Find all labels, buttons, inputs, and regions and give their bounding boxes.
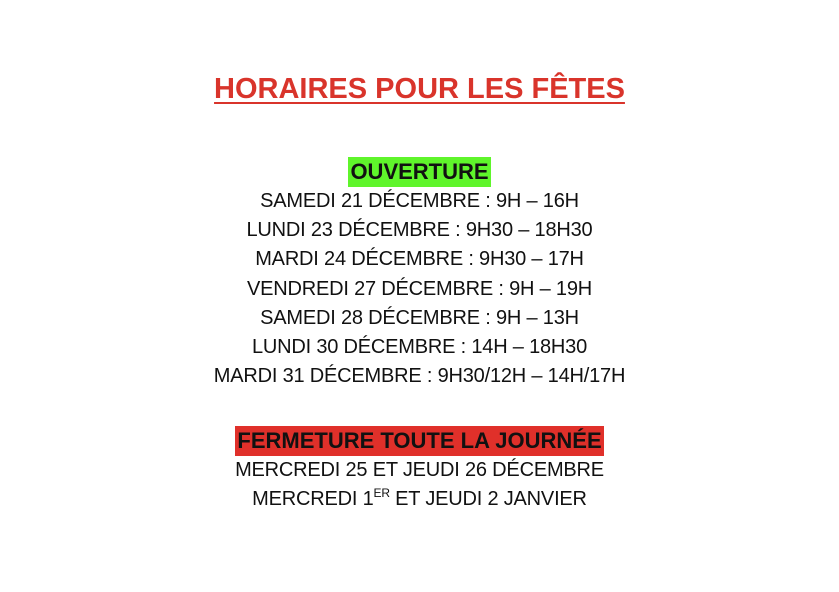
opening-hours-item: LUNDI 30 DÉCEMBRE : 14H – 18H30: [251, 336, 588, 359]
page-title-text: HORAIRES POUR LES FÊTES: [214, 73, 625, 105]
opening-hours-list: [0, 187, 839, 391]
closing-days-list: [0, 456, 839, 514]
opening-hours-item: SAMEDI 28 DÉCEMBRE : 9H – 13H: [260, 306, 579, 329]
closing-day-end: ET JEUDI 2 JANVIER: [389, 488, 587, 511]
ordinal-superscript: ER: [373, 486, 390, 501]
closing-section: [0, 426, 839, 514]
opening-hours-item: MARDI 24 DÉCEMBRE : 9H30 – 17H: [255, 248, 584, 271]
opening-section: [0, 157, 839, 391]
opening-heading: OUVERTURE: [348, 157, 490, 187]
closing-day-start: MERCREDI 1: [252, 488, 374, 511]
opening-hours-item: SAMEDI 21 DÉCEMBRE : 9H – 16H: [260, 190, 579, 212]
closing-day-item: [0, 485, 839, 514]
closing-day-item: MERCREDI 25 ET JEUDI 26 DÉCEMBRE: [235, 459, 604, 481]
opening-hours-item: LUNDI 23 DÉCEMBRE : 9H30 – 18H30: [246, 219, 593, 242]
closing-heading: FERMETURE TOUTE LA JOURNÉE: [235, 426, 603, 456]
opening-hours-item: VENDREDI 27 DÉCEMBRE : 9H – 19H: [246, 277, 593, 300]
opening-hours-item: MARDI 31 DÉCEMBRE : 9H30/12H – 14H/17H: [213, 365, 626, 388]
page-title: [0, 71, 839, 107]
